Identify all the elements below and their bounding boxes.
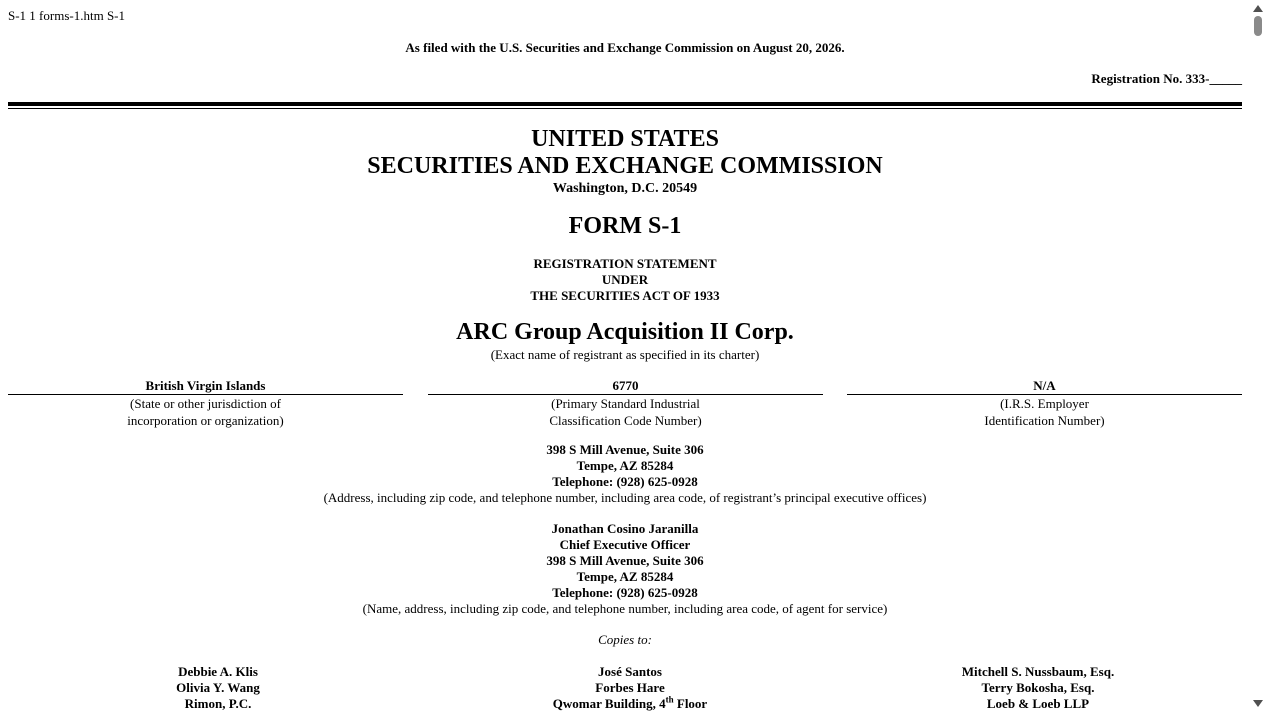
copies-2-line-3-sup: th — [665, 694, 674, 705]
irs-number-caption-2: Identification Number) — [984, 413, 1105, 428]
jurisdiction-caption-2: incorporation or organization) — [127, 413, 284, 428]
triangle-up-icon[interactable] — [1253, 5, 1263, 12]
statement-line-3: THE SECURITIES ACT OF 1933 — [530, 288, 720, 303]
copies-3-line-1: Mitchell S. Nussbaum, Esq. — [961, 664, 1115, 679]
agent-block — [8, 521, 1242, 617]
copies-column-2 — [420, 664, 840, 712]
sic-code-caption-1: (Primary Standard Industrial — [551, 396, 700, 411]
copies-2-line-3-suffix: Floor — [673, 696, 708, 711]
form-title: FORM S-1 — [568, 213, 682, 239]
copies-1-line-3: Rimon, P.C. — [184, 696, 252, 711]
office-telephone: Telephone: (928) 625-0928 — [552, 474, 698, 489]
company-caption: (Exact name of registrant as specified in its charter) — [490, 347, 760, 362]
copies-column-3 — [828, 664, 1248, 712]
copies-3-line-3: Loeb & Loeb LLP — [986, 696, 1090, 711]
statement-line-1: REGISTRATION STATEMENT — [533, 256, 717, 271]
scrollbar-thumb[interactable] — [1254, 16, 1262, 36]
jurisdiction-value: British Virgin Islands — [8, 378, 403, 395]
office-caption: (Address, including zip code, and telephone number, including area code, of registrant’s principal executive offices) — [323, 490, 927, 505]
company-name: ARC Group Acquisition II Corp. — [456, 319, 794, 345]
triangle-down-icon[interactable] — [1253, 700, 1263, 707]
agent-title: Chief Executive Officer — [559, 537, 691, 552]
copies-label: Copies to: — [598, 632, 652, 647]
divider-thick — [8, 102, 1242, 106]
vertical-scrollbar[interactable] — [1250, 0, 1265, 712]
sic-code-value: 6770 — [428, 378, 823, 395]
copies-2-line-1: José Santos — [598, 664, 662, 679]
agency-line-1: UNITED STATES — [531, 126, 719, 152]
sic-code-column — [428, 378, 823, 429]
copies-1-line-1: Debbie A. Klis — [178, 664, 258, 679]
copies-2-line-2: Forbes Hare — [595, 680, 665, 695]
irs-number-column — [847, 378, 1242, 429]
office-address-line-1: 398 S Mill Avenue, Suite 306 — [546, 442, 704, 457]
agent-address-line-1: 398 S Mill Avenue, Suite 306 — [546, 553, 704, 568]
agent-caption: (Name, address, including zip code, and telephone number, including area code, of agent for service) — [362, 601, 888, 616]
divider-thin — [8, 108, 1242, 109]
jurisdiction-caption-1: (State or other jurisdiction of — [130, 396, 281, 411]
principal-office-block — [8, 442, 1242, 506]
agent-address-line-2: Tempe, AZ 85284 — [576, 569, 674, 584]
copies-3-line-2: Terry Bokosha, Esq. — [981, 680, 1095, 695]
agency-city: Washington, D.C. 20549 — [552, 181, 698, 196]
irs-number-caption-1: (I.R.S. Employer — [1000, 396, 1089, 411]
jurisdiction-column — [8, 378, 403, 429]
sic-code-caption-2: Classification Code Number) — [549, 413, 702, 428]
agent-telephone: Telephone: (928) 625-0928 — [552, 585, 698, 600]
copies-column-1 — [8, 664, 428, 712]
office-address-line-2: Tempe, AZ 85284 — [576, 458, 674, 473]
filed-line: As filed with the U.S. Securities and Exchange Commission on August 20, 2026. — [405, 40, 845, 55]
agent-name: Jonathan Cosino Jaranilla — [551, 521, 699, 536]
irs-number-value: N/A — [847, 378, 1242, 395]
document-header-line: S-1 1 forms-1.htm S-1 — [8, 8, 125, 23]
copies-1-line-2: Olivia Y. Wang — [176, 680, 260, 695]
registration-number: Registration No. 333-_____ — [1091, 71, 1242, 86]
agency-line-2: SECURITIES AND EXCHANGE COMMISSION — [367, 153, 883, 179]
copies-2-line-3-prefix: Qwomar Building, 4 — [552, 696, 666, 711]
statement-line-2: UNDER — [601, 272, 649, 287]
copies-2-line-3 — [420, 696, 840, 712]
